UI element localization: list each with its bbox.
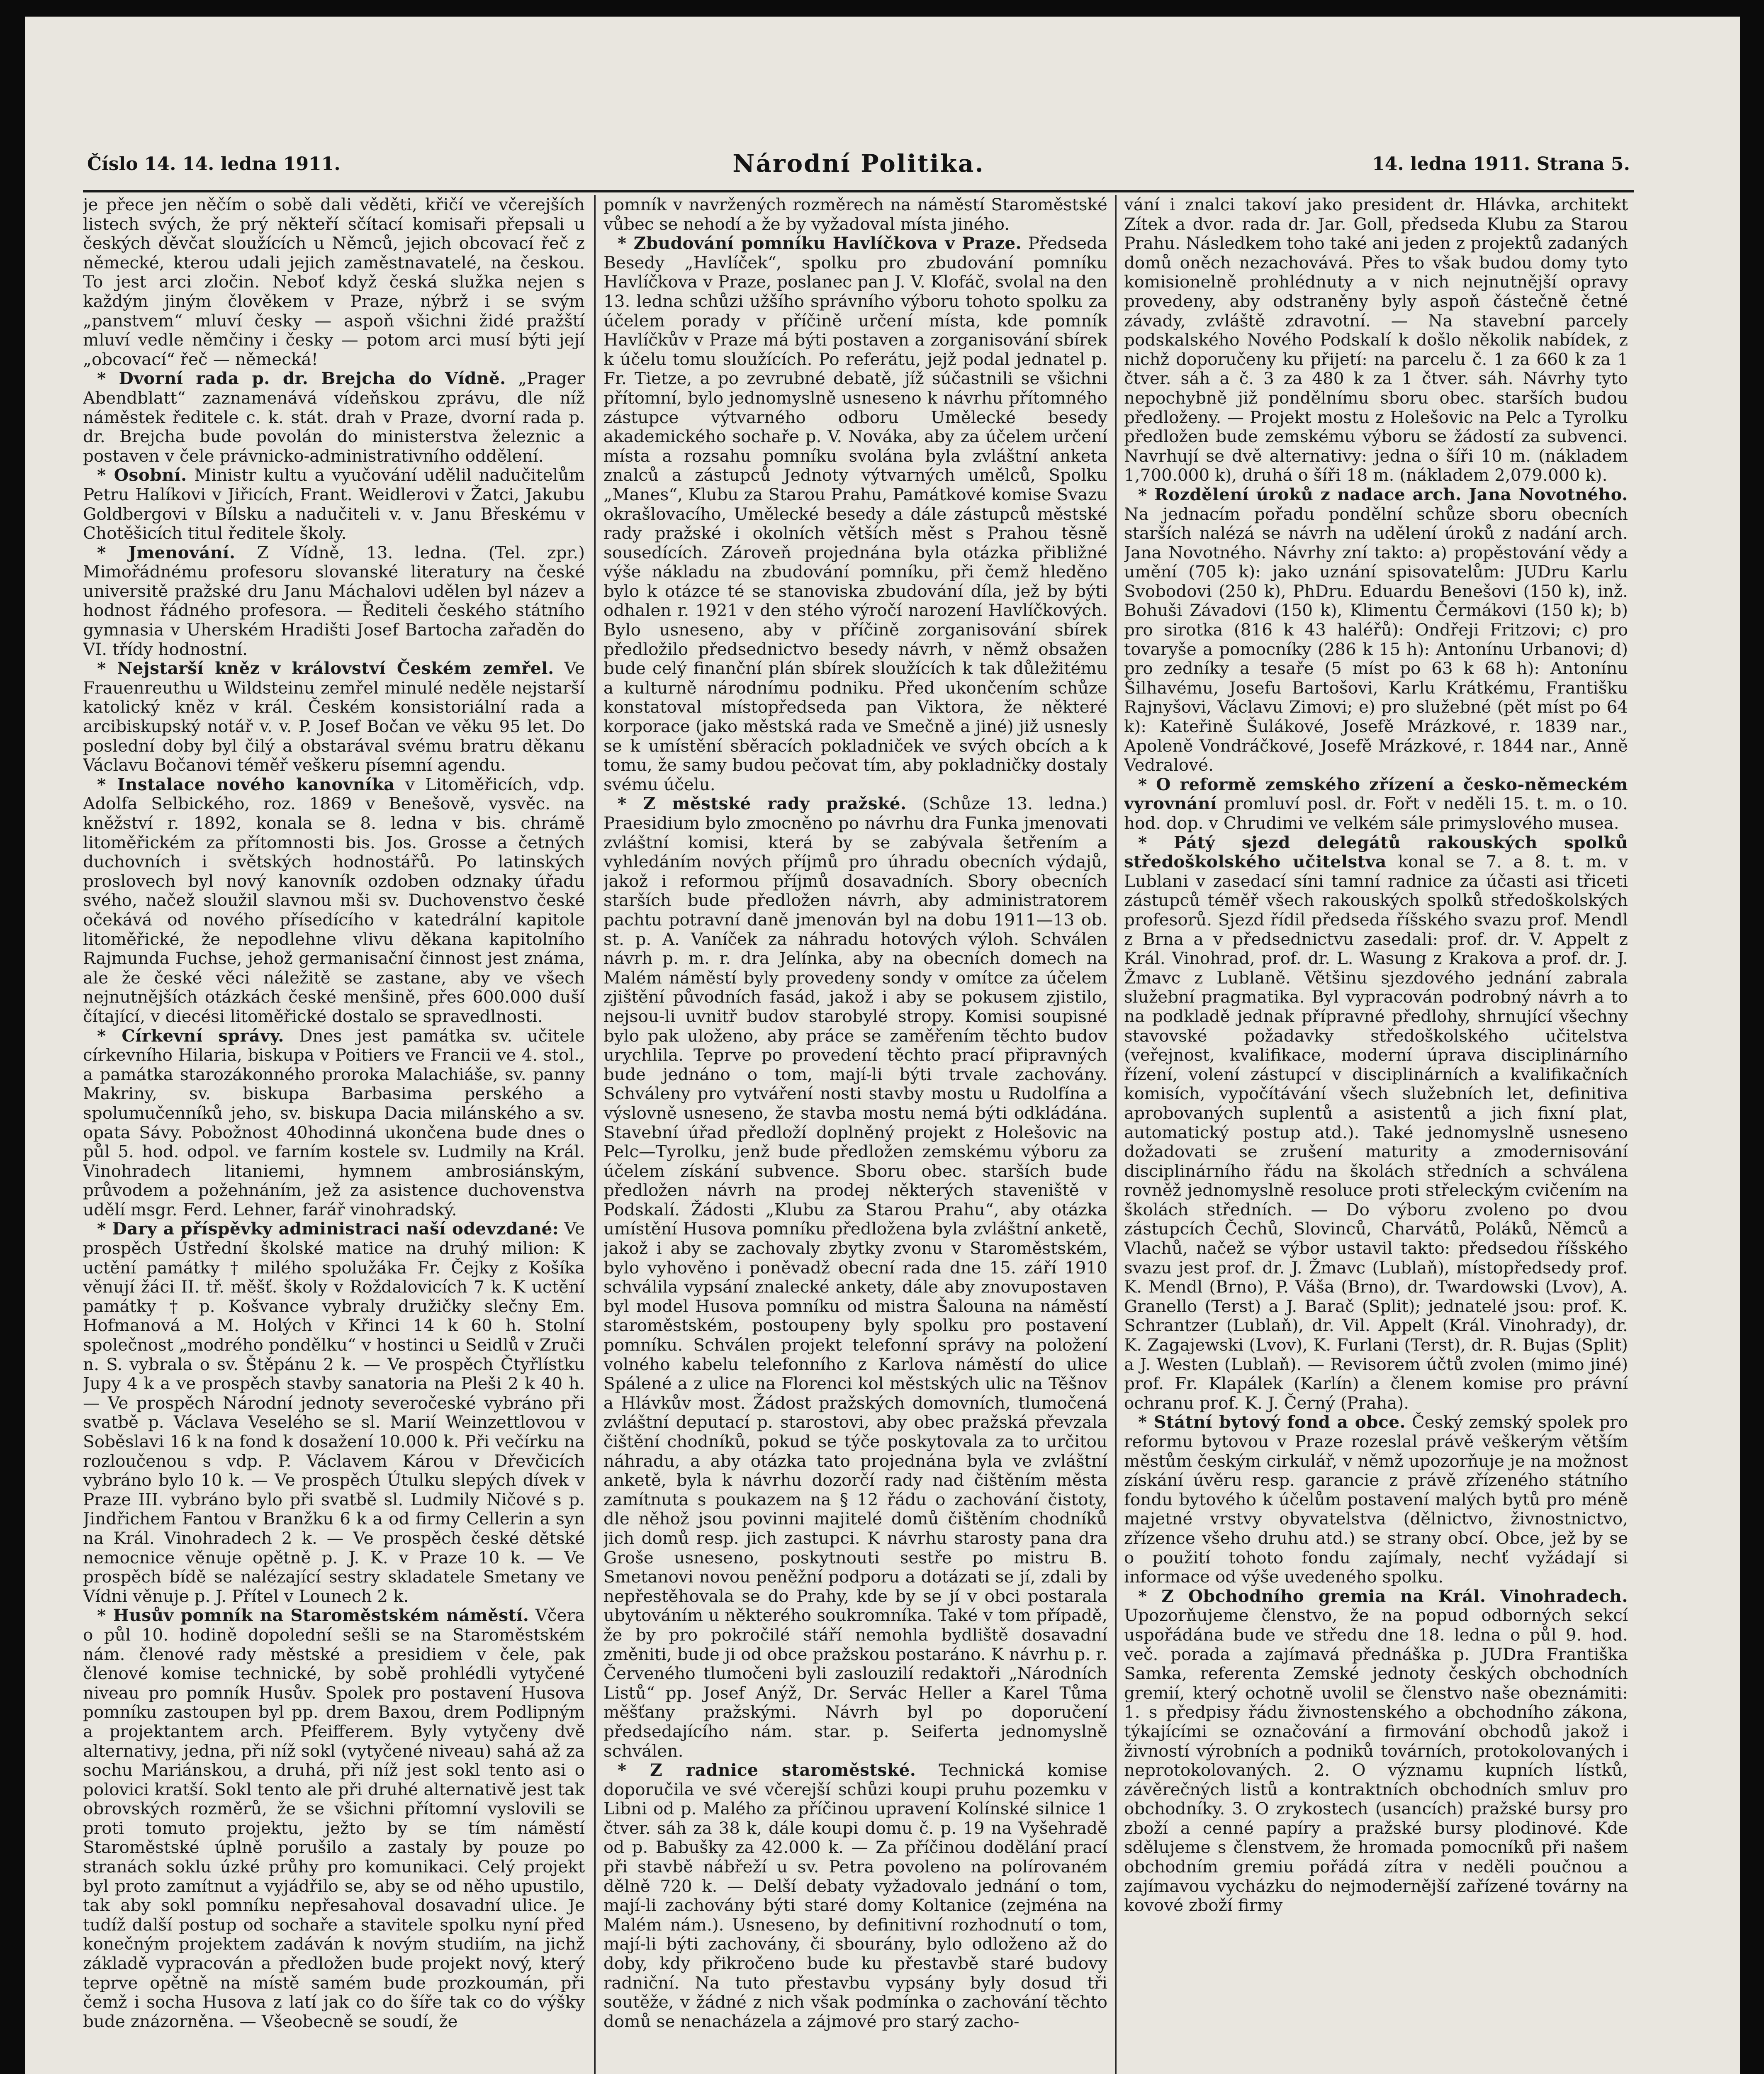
article-heading: * Husův pomník na Staroměstském náměstí. — [97, 1605, 529, 1626]
article-heading: * Pátý sjezd delegátů rakouských spolků středoškolského učitelstva — [1124, 832, 1628, 872]
article-paragraph — [83, 195, 585, 369]
article-heading: * Dary a příspěvky administraci naší odevzdané: — [97, 1219, 559, 1239]
article-paragraph — [83, 369, 585, 465]
article-paragraph — [83, 1026, 585, 1220]
article-paragraph — [83, 543, 585, 659]
article-paragraph — [1124, 485, 1628, 775]
article-heading: * Jmenování. — [97, 542, 236, 562]
column-1 — [83, 195, 585, 2074]
article-text: Předseda Besedy „Havlíček“, spolku pro zbudování pomníku Havlíčkova v Praze, poslanec pan J. V. Klofáč, svolal na den 13. ledna schůzi užšího správního výboru tohoto spolku za účelem porady v příčině určení místa, kde pomník Havlíčkův v Praze má býti postaven a zorganisování sbírek k účelu tomu sloužících. Po referátu, jejž podal jednatel p. Fr. Tietze, a po zevrubné debatě, jíž súčastnili se všichni přítomní, bylo jednomyslně usneseno k návrhu přítomného zástupce výtvarného odboru Umělecké besedy akademického sochaře p. V. Nováka, aby za účelem určení místa a rozsahu pomníku svolána byla zvláštní anketa znalců a zástupců Jednoty výtvarných umělců, Spolku „Manes“, Klubu za Starou Prahu, Památkové komise Svazu okrašlovacího, Umělecké besedy a dále zástupců městské rady pražské i okolních větších měst s Prahou těsně sousedících. Zároveň projednána byla otázka přibližné výše nákladu na zbudování pomníku, při čemž hleděno bylo k otázce té se stanoviska zbudování díla, jež by býti odhalen r. 1921 v den stého výročí narození Havlíčkových. Bylo usneseno, aby v příčině zorganisování sbírek předložilo předsednictvo besedy návrh, v němž obsažen bude celý finanční plán sbírek sloužících k tak důležitému a kulturně národnímu podniku. Před ukončením schůze konstatoval místopředseda pan Viktora, že některé korporace (jako městská rada ve Smečně a jiné) již usnesly se k umístění sběracích pokladniček ve svých obcích a k tomu, že samy budou pečovat tím, aby pokladničky dostaly svému účelu. — [603, 233, 1107, 794]
issue-date: Číslo 14. 14. ledna 1911. — [87, 153, 341, 175]
article-text: Na jednacím pořadu pondělní schůze sboru obecních starších nalézá se návrh na udělení úroků z nadání arch. Jana Novotného. Návrhy zní takto: a) propěstování vědy a umění (705 k): jako uznání spisovatelům: JUDru Karlu Svobodovi (250 k), PhDru. Eduardu Benešovi (150 k), inž. Bohuši Závadovi (150 k), Klimentu Čermákovi (150 k); b) pro sirotka (816 k 43 haléřů): Ondřeji Fritzovi; c) pro tovaryše a pomocníky (286 k 15 h): Antonínu Urbanovi; d) pro zedníky a tesaře (5 míst po 63 k 68 h): Antonínu Šilhavému, Josefu Bartošovi, Karlu Krátkému, Františku Rajnyšovi, Václavu Zimovi; e) pro služebné (pět míst po 64 k): Kateřině Šulákové, Josefě Mrázkové, r. 1839 nar., Apoleně Vondráčkové, Josefě Mrázkové, r. 1844 nar., Anně Vedralové. — [1124, 504, 1628, 775]
article-text: Český zemský spolek pro reformu bytovou v Praze rozeslal právě veškerým větším městům českým cirkulář, v němž upozorňuje je na možnost získání úvěru resp. garancie z právě zřízeného státního fondu bytového k účelům postavení malých bytů pro méně majetné vrstvy obyvatelstva (dělnictvo, živnostnictvo, zřízence všeho druhu atd.) se strany obcí. Obce, jež by se o použití tohoto fondu zajímaly, nechť vyžádají si informace od výše uvedeného spolku. — [1124, 1412, 1628, 1587]
article-text: konal se 7. a 8. t. m. v Lublani v zasedací síni tamní radnice za účasti asi třiceti zástupců téměř všech rakouských spolků středoškolských profesorů. Sjezd řídil předseda říšského svazu prof. Mendl z Brna a v předsednictvu zasedali: prof. dr. V. Appelt z Král. Vinohrad, prof. dr. L. Wasung z Krakova a prof. dr. J. Žmavc z Lublaně. Většinu sjezdového jednání zabrala služební pragmatika. Byl vypracován podrobný návrh a to na podkladě jednak přípravné předlohy, shrnující všechny stavovské požadavky středoškolského učitelstva (veřejnost, kvalifikace, moderní úprava disciplinárního řízení, volení zástupcí v disciplinárních a kvalifikačních komisích, vypočítávání všech služebních let, definitiva aprobovaných suplentů a asistentů a jich fixní plat, automatický postup atd.). Také jednomyslně usneseno dožadovati se zrušení maturity a zmodernisování disciplinárního řádu na školách středních a schválena rovněž jednomyslně resoluce proti střeleckým cvičením na školách středních. — Do výboru zvoleno po dvou zástupcích Čechů, Slovinců, Charvátů, Poláků, Němců a Vlachů, načež se výbor ustavil takto: předsedou říšského svazu jest prof. dr. J. Žmavc (Lublaň), místopředsedy prof. K. Mendl (Brno), P. Váša (Brno), dr. Twardowski (Lvov), A. Granello (Terst) a J. Barač (Split); jednatelé jsou: prof. K. Schrantzer (Lublaň), dr. Vil. Appelt (Král. Vinohrady), dr. K. Zagajewski (Lvov), K. Furlani (Terst), dr. R. Bujas (Split) a J. Westen (Lublaň). — Revisorem účtů zvolen (mimo jiné) prof. Fr. Klapálek (Karlín) a členem komise pro právní ochranu prof. K. J. Černý (Praha). — [1124, 852, 1628, 1413]
article-text: vání i znalci takoví jako president dr. Hlávka, architekt Zítek a dvor. rada dr. Jar. Goll, předseda Klubu za Starou Prahu. Následkem toho také ani jeden z projektů zadaných domů oněch nezachovává. Přes to však budou domy tyto komisionelně prohlédnuty a v nich nejnutnější opravy provedeny, aby odstraněny byly aspoň částečně četné závady, zvláště zdravotní. — Na stavební parcely podskalského Nového Podskalí k došlo několik nabídek, z nichž doporučeny ku přijetí: na parcelu č. 1 za 660 k za 1 čtver. sáh a č. 3 za 480 k za 1 čtver. sáh. Návrhy tyto nepochybně již pondělnímu sboru obec. starších budou předloženy. — Projekt mostu z Holešovic na Pelc a Tyrolku předložen bude zemskému výboru se žádostí za subvenci. Navrhují se dvě alternativy: jedna o šíři 10 m. (nákladem 1,700.000 k), druhá o šíři 18 m. (nákladem 2,079.000 k). — [1124, 195, 1628, 485]
masthead-title: Národní Politika. — [732, 149, 985, 178]
article-paragraph — [83, 1219, 585, 1606]
column-2 — [603, 195, 1107, 2074]
article-paragraph — [1124, 195, 1628, 485]
article-heading: * Z radnice staroměstské. — [618, 1760, 916, 1780]
article-paragraph — [603, 794, 1107, 1760]
article-heading: * Z městské rady pražské. — [618, 794, 907, 814]
column-3 — [1124, 195, 1628, 2074]
newspaper-page — [25, 17, 1740, 2074]
article-heading: * Nejstarší kněz v království Českém zemřel. — [97, 658, 554, 679]
article-paragraph — [83, 775, 585, 1026]
article-heading: * Instalace nového kanovníka — [97, 774, 395, 794]
article-text: v Litoměřicích, vdp. Adolfa Selbického, roz. 1869 v Benešově, vysvěc. na kněžství r. 1892, konala se 8. ledna v bis. chrámě litoměřickém za přítomnosti bis. Jos. Grosse a četných duchovních i světských hodnostářů. Po latinských proslovech byl nový kanovník ozdoben odznaky úřadu svého, načež sloužil slavnou mši sv. Duchovenstvo české očekává od nového přísedícího v katedrální kapitole litoměřické, že nepodlehne vlivu děkana kapitolního Rajmunda Fuchse, jehož germanisační činnost jest známa, ale že české věci náležitě se zastane, aby ve všech nejnutnějších otázkách české menšině, přes 600.000 duší čítající, v diecési litoměřické dostalo se spravedlnosti. — [83, 774, 585, 1026]
article-text: Dnes jest památka sv. učitele církevního Hilaria, biskupa v Poitiers ve Francii ve 4. stol., a památka starozákonného proroka Malachiáše, sv. panny Makriny, sv. biskupa Barbasima perského a spolumučenníků jeho, sv. biskupa Dacia milánského a sv. opata Sávy. Pobožnost 40hodinná ukončena bude dnes o půl 5. hod. odpol. ve farním kostele sv. Ludmily na Král. Vinohradech litaniemi, hymnem ambrosiánským, průvodem a požehnáním, jež za asistence duchovenstva udělí msgr. Ferd. Lehner, farář vinohradský. — [83, 1025, 585, 1220]
article-text: promluví posl. dr. Fořt v neděli 15. t. m. o 10. hod. dop. v Chrudimi ve velkém sále primyslového musea. — [1124, 794, 1628, 833]
article-paragraph — [1124, 1412, 1628, 1586]
article-heading: * Rozdělení úroků z nadace arch. Jana Novotného. — [1138, 484, 1628, 504]
article-text: je přece jen něčím o sobě dali věděti, křičí ve včerejších listech svých, že prý někteří sčítací komisaři přepsali u českých děvčat sloužících u Němců, jejich obcovací řeč z německé, kterou udali jejich zaměstnavatelé, na českou. To jest arci zločin. Neboť když česká služka nejen s každým jiným člověkem v Praze, nýbrž i se svým „panstvem“ mluví česky — aspoň všichni židé pražští mluví vedle němčiny i česky — potom arci musí býti její „obcovací“ řeč — německá! — [83, 195, 585, 369]
article-heading: * O reformě zemského zřízení a česko-německém vyrovnání — [1124, 774, 1628, 814]
article-paragraph — [603, 1760, 1107, 2031]
article-paragraph — [83, 465, 585, 543]
article-text: Z Vídně, 13. ledna. (Tel. zpr.) Mimořádnému profesoru slovanské literatury na české universitě pražské dru Janu Máchalovi udělen byl název a hodnost řádného profesora. — Řediteli českého státního gymnasia v Uherském Hradišti Josef Bartocha zařaděn do VI. třídy hodnostní. — [83, 542, 585, 659]
article-paragraph — [1124, 1587, 1628, 1915]
page-number: 14. ledna 1911. Strana 5. — [1372, 153, 1630, 175]
article-heading: * Církevní správy. — [97, 1025, 284, 1046]
article-text: Technická komise doporučila ve své včerejší schůzi koupi pruhu pozemku v Libni od p. Malého za příčinou upravení Kolínské silnice 1 čtver. sáh za 38 k, dále koupi domu č. p. 19 na Vyšehradě od p. Babušky za 42.000 k. — Za příčinou dodělání prací při stavbě nábřeží u sv. Petra povoleno na polírovaném dělně 720 k. — Delší debaty vyžadovalo jednání o tom, mají-li zachovány býti staré domy Koltanice (zejména na Malém nám.). Usneseno, by definitivní rozhodnutí o tom, mají-li býti zachovány, či sbourány, bylo odloženo až do doby, kdy přikročeno bude ku přestavbě staré budovy radniční. Na tuto přestavbu vypsány byly dosud tři soutěže, v žádné z nich však podmínka o zachování těchto domů se nenacházela a zájmové pro starý zacho- — [603, 1760, 1107, 2031]
page-header — [87, 145, 1630, 191]
article-paragraph — [603, 195, 1107, 234]
article-heading: * Osobní. — [97, 465, 187, 485]
column-divider — [594, 195, 596, 2074]
article-text: Upozorňujeme členstvo, že na popud odborných sekcí uspořádána bude ve středu dne 18. ledna o půl 9. hod. več. porada a zajímavá přednáška p. JUDra Františka Samka, referenta Zemské jednoty českých obchodních gremií, který ochotně uvolil se členstvo naše obeznámiti: 1. s předpisy řádu živnostenského a obchodního zákona, týkajícími se označování a firmování obchodů jakož i živností výrobních a podniků továrních, protokolovaných i neprotokolovaných. 2. O významu kupních lístků, závěrečných listů a kontraktních obchodních smluv pro obchodníky. 3. O zrykostech (usancích) pražské bursy pro zboží a cenné papíry a pražské bursy plodinové. Kde sdělujeme s členstvem, že hromada pomocníků při našem obchodním gremiu pořádá zítra v neděli poučnou a zajímavou vycházku do nejmodernější zařízené továrny na kovové zboží firmy — [1124, 1605, 1628, 1916]
article-paragraph — [1124, 833, 1628, 1413]
article-heading: * Dvorní rada p. dr. Brejcha do Vídně. — [97, 368, 506, 389]
article-text: (Schůze 13. ledna.) Praesidium bylo zmocněno po návrhu dra Funka jmenovati zvláštní komisi, která by se zabývala šetřením a vyhledáním nových příjmů pro úhradu obecních výdajů, jakož i reformou příjmů dosavadních. Sbory obecních starších bude předložen návrh, aby administratorem pachtu potravní daně jmenován byl na dobu 1911—13 ob. st. p. A. Vaníček za náhradu hotových výloh. Schválen návrh p. m. r. dra Jelínka, aby na obecních domech na Malém náměstí byly provedeny sondy v omítce za účelem zjištění původních fasád, jakož i aby se pokusem zjistilo, nejsou-li uvnitř budov starobylé stropy. Komisi soupisné bylo pak uloženo, aby práce se zaměřením těchto budov urychlila. Teprve po provedení těchto prací připravných bude jednáno o tom, mají-li býti trvale zachovány. Schváleny pro vytváření nosti stavby mostu u Rudolfína a výslovně usneseno, že stavba mostu nemá býti odkládána. Stavební úřad předloží doplněný projekt z Holešovic na Pelc—Tyrolku, jenž bude předložen zemskému výboru za účelem získání subvence. Sboru obec. starších bude předložen návrh na prodej některých staveniště v Podskalí. Žádosti „Klubu za Starou Prahu“, aby otázka umístění Husova pomníku předložena byla zvláštní anketě, jakož i aby se zachovaly zbytky zvonu v Staroměstském, bylo vyhověno i poněvadž obecní rada dne 15. září 1910 schválila vypsání znalecké ankety, dále aby znovupostaven byl model Husova pomníku od mistra Šalouna na náměstí staroměstském, postoupeny byly spolku pro postavení pomníku. Schválen projekt telefonní správy na položení volného kabelu telefonního z Karlova náměstí do ulice Spálené a z ulice na Florenci kol městských ulic na Těšnov a Hlávkův most. Žádost pražských domovních, tlumočená zvláštní deputací p. starostovi, aby obec pražská převzala čištění chodníků, pokud se týče poskytovala za to určitou náhradu, a aby otázka tato projednána byla ve zvláštní anketě, byla k návrhu dozorčí rady nad čištěním města zamítnuta s poukazem na § 12 řádu o zachování čistoty, dle něhož jsou povinni majitelé domů čištěním chodníků jich domů resp. jich zastupci. K návrhu starosty pana dra Groše usneseno, poskytnouti sestře po mistru B. Smetanovi novou peněžní podporu a dotázati se jí, zdali by nepřestěhovala se do Prahy, kde by se jí v obci postarala ubytováním u některého soukromníka. Také v tom případě, že by pro pokročilé stáří nemohla bydliště dosavadní změniti, bude ji od obce pražskou postaráno. K návrhu p. r. Červeného tlumočeni byli zaslouzilí redaktoři „Národních Listů“ pp. Josef Anýž, Dr. Servác Heller a Karel Tůma měšťany pražskými. Návrh byl po doporučení předsedajícího nám. star. p. Seiferta jednomyslně schválen. — [603, 794, 1107, 1761]
article-text: pomník v navržených rozměrech na náměstí Staroměstské vůbec se nehodí a že by vyžadoval místa jiného. — [603, 195, 1107, 234]
article-text: Ve prospěch Ústřední školské matice na druhý milion: K uctění památky † milého spolužáka Fr. Čejky z Košíka věnují žáci II. tř. měšť. školy v Roždalovicích 7 k. K uctění památky † p. Košvance vybraly družičky slečny Em. Hofmanová a M. Holých v Křinci 14 k 60 h. Stolní společnost „modrého pondělku“ v hostinci u Seidlů v Zruči n. S. vybrala o sv. Štěpánu 2 k. — Ve prospěch Čtyřlístku Jupy 4 k a ve prospěch stavby sanatoria na Pleši 2 k 40 h. — Ve prospěch Národní jednoty severočeské vybráno při svatbě p. Václava Veselého se sl. Marií Weinzettlovou v Soběslavi 16 k na fond k dosažení 10.000 k. Při večírku na rozloučenou s vdp. P. Václavem Károu v Dřevčicích vybráno bylo 10 k. — Ve prospěch Útulku slepých dívek v Praze III. vybráno bylo při svatbě sl. Ludmily Ničové s p. Jindřichem Fantou v Branžku 6 k a od firmy Cellerin a syn na Král. Vinohradech 2 k. — Ve prospěch české dětské nemocnice věnuje opětně p. J. K. v Praze 10 k. — Ve prospěch bídě se nalézající sestry skladatele Smetany ve Vídni věnuje p. J. Přítel v Lounech 2 k. — [83, 1219, 585, 1606]
article-paragraph — [603, 234, 1107, 794]
article-text: „Prager Abendblatt“ zaznamenává vídeňskou zprávu, dle níž náměstek ředitele c. k. stát. drah v Praze, dvorní rada p. dr. Brejcha bude povolán do ministerstva železnic a postaven v čele právnicko-administrativního oddělení. — [83, 368, 585, 466]
article-heading: * Zbudování pomníku Havlíčkova v Praze. — [618, 233, 1022, 253]
article-paragraph — [1124, 775, 1628, 833]
article-paragraph — [83, 1606, 585, 2031]
header-rule — [83, 190, 1634, 192]
article-heading: * Státní bytový fond a obce. — [1138, 1412, 1406, 1432]
article-text: Ve Frauenreuthu u Wildsteinu zemřel minulé neděle nejstarší katolický kněz v král. Českém konsistoriální rada a arcibiskupský notář v. v. P. Josef Bočan ve věku 95 let. Do poslední doby byl čilý a obstarával svému bratru děkanu Václavu Bočanovi téměř veškeru písemní agendu. — [83, 658, 585, 775]
article-paragraph — [83, 659, 585, 775]
article-text: Ministr kultu a vyučování udělil nadučitelům Petru Halíkovi v Jiřicích, Frant. Weidlerovi v Žatci, Jakubu Goldbergovi v Bílsku a nadučiteli v. v. Janu Břeskému v Chotěšicích titul ředitele školy. — [83, 465, 585, 543]
article-heading: * Z Obchodního gremia na Král. Vinohradech. — [1138, 1586, 1628, 1606]
column-divider — [1115, 195, 1117, 2074]
article-text: Včera o půl 10. hodině dopolední sešli se na Staroměstském nám. členové rady městské a presidiem v čele, pak členové komise technické, by sobě prohlédli vytyčené niveau pro pomník Husův. Spolek pro postavení Husova pomníku zastoupen byl pp. drem Baxou, drem Podlipným a projektantem arch. Pfeifferem. Byly vytyčeny dvě alternativy, jedna, při níž sokl (vytyčené niveau) sahá až za sochu Mariánskou, a druhá, při níž jest sokl tento asi o polovici kratší. Sokl tento ale při druhé alternativě jest tak obrovských rozměrů, že se všichni přítomní vyslovili se proti tomuto projektu, ježto by se tím náměstí Staroměstské úplně porušilo a zastaly by pouze po stranách soklu úzké průhy pro komunikaci. Celý projekt byl proto zamítnut a vyjádřilo se, aby se od něho upustilo, tak aby sokl pomníku nepřesahoval dosavadní ulice. Je tudíž další postup od sochaře a stavitele spolku nyní před konečným projektem zadáván k novým studiím, na jichž základě vypracován a předložen bude projekt nový, který teprve opětně na místě samém bude prozkoumán, při čemž i socha Husova z latí jak co do šíře tak co do výšky bude znázorněna. — Všeobecně se soudí, že — [83, 1605, 585, 2031]
